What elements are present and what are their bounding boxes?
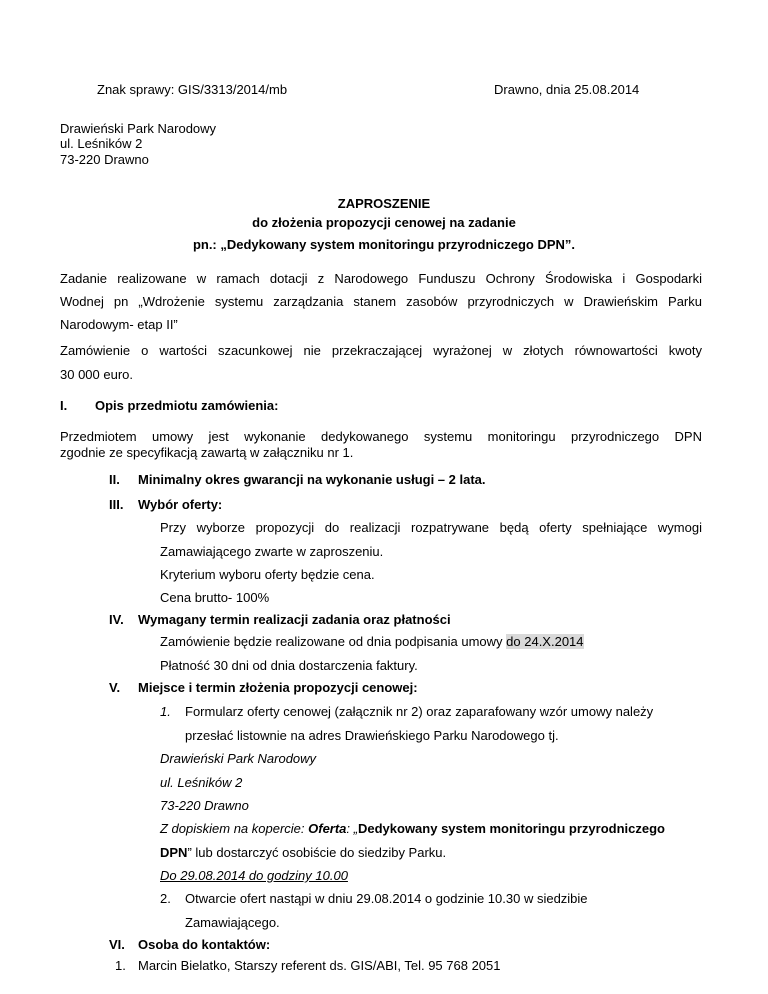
intro-p2-line2: 30 000 euro.: [60, 367, 134, 382]
section-4-line2: Płatność 30 dni od dnia dostarczenia faktury.: [160, 658, 418, 673]
intro-p1-line1: Zadanie realizowane w ramach dotacji z Narodowego Funduszu Ochrony Środowiska i Gospodarki: [60, 271, 702, 286]
section-5-address-line1: Drawieński Park Narodowy: [160, 751, 317, 766]
envelope-note-dpn: DPN: [160, 845, 188, 860]
section-6-item1-number: 1.: [115, 958, 126, 973]
document-title: ZAPROSZENIE: [337, 196, 431, 211]
envelope-note-colon: : „: [346, 821, 358, 836]
section-5-item1-line1: Formularz oferty cenowej (załącznik nr 2) oraz zaparafowany wzór umowy należy: [185, 704, 654, 719]
case-number: Znak sprawy: GIS/3313/2014/mb: [97, 82, 288, 97]
intro-p1-line2: Wodnej pn „Wdrożenie systemu zarządzania stanem zasobów przyrodniczych w Drawieńskim Parku: [60, 294, 702, 309]
section-3-line3: Kryterium wyboru oferty będzie cena.: [160, 567, 375, 582]
envelope-note-prefix: Z dopiskiem na kopercie:: [160, 821, 309, 836]
section-5-title: Miejsce i termin złożenia propozycji cenowej:: [138, 680, 418, 695]
section-1-title: Opis przedmiotu zamówienia:: [95, 398, 279, 413]
section-4-line1: [160, 634, 584, 649]
section-5-item1-number: 1.: [160, 704, 171, 719]
section-2-title: Minimalny okres gwarancji na wykonanie usługi – 2 lata.: [138, 472, 486, 487]
envelope-note-offer: Oferta: [308, 821, 347, 836]
document-subtitle: do złożenia propozycji cenowej na zadanie: [252, 215, 516, 230]
section-6-title: Osoba do kontaktów:: [138, 937, 271, 952]
section-3-number: III.: [109, 497, 124, 512]
section-3-line1: Przy wyborze propozycji do realizacji rozpatrywane będą oferty spełniające wymogi: [160, 520, 702, 535]
section-5-item2-line2: Zamawiającego.: [185, 915, 280, 930]
address-line-2: ul. Leśników 2: [60, 136, 143, 151]
section-6-number: VI.: [109, 937, 125, 952]
contact-person: Marcin Bielatko, Starszy referent ds. GIS/ABI, Tel. 95 768 2051: [138, 958, 501, 973]
envelope-note-task: Dedykowany system monitoringu przyrodniczego: [357, 821, 665, 836]
section-1-line2: zgodnie ze specyfikacją zawartą w załączniku nr 1.: [60, 445, 354, 460]
envelope-note: [160, 821, 665, 836]
section-5-address-line3: 73-220 Drawno: [160, 798, 249, 813]
intro-p1-line3: Narodowym- etap II”: [60, 317, 178, 332]
intro-p2-line1: Zamówienie o wartości szacunkowej nie przekraczającej wyrażonej w złotych równowartości kwoty: [60, 343, 702, 358]
section-5-item2-line1: Otwarcie ofert nastąpi w dniu 29.08.2014 o godzinie 10.30 w siedzibie: [185, 891, 588, 906]
section-2-number: II.: [109, 472, 120, 487]
section-4-number: IV.: [109, 612, 124, 627]
section-5-item2-number: 2.: [160, 891, 171, 906]
section-4-title: Wymagany termin realizacji zadania oraz płatności: [138, 612, 451, 627]
section-5-number: V.: [109, 680, 121, 695]
section-3-line4: Cena brutto- 100%: [160, 590, 270, 605]
envelope-note-cont: [160, 845, 446, 860]
envelope-note-suffix: ” lub dostarczyć osobiście do siedziby Parku.: [187, 845, 447, 860]
section-3-title: Wybór oferty:: [138, 497, 223, 512]
section-1-line1: Przedmiotem umowy jest wykonanie dedykowanego systemu monitoringu przyrodniczego DPN: [60, 429, 702, 444]
address-line-1: Drawieński Park Narodowy: [60, 121, 217, 136]
section-4-line1-text: Zamówienie będzie realizowane od dnia podpisania umowy: [160, 634, 507, 649]
section-5-address-line2: ul. Leśników 2: [160, 775, 243, 790]
task-name: pn.: „Dedykowany system monitoringu przyrodniczego DPN”.: [192, 237, 576, 252]
section-5-item1-line2: przesłać listownie na adres Drawieńskiego Parku Narodowego tj.: [185, 728, 559, 743]
section-1-number: I.: [60, 398, 68, 413]
submission-deadline: Do 29.08.2014 do godziny 10.00: [160, 868, 348, 883]
highlighted-deadline: do 24.X.2014: [506, 634, 584, 649]
address-line-3: 73-220 Drawno: [60, 152, 149, 167]
place-date: Drawno, dnia 25.08.2014: [494, 82, 640, 97]
section-3-line2: Zamawiającego zwarte w zaproszeniu.: [160, 544, 384, 559]
